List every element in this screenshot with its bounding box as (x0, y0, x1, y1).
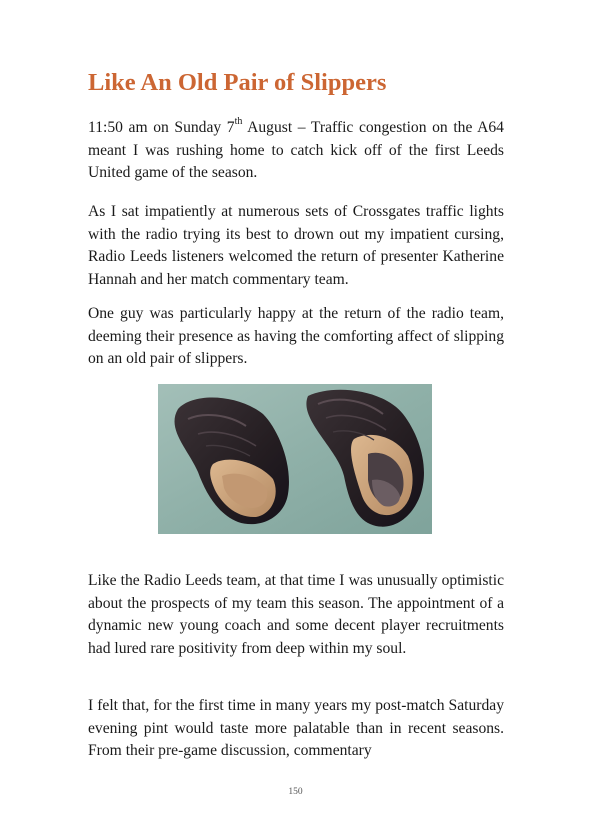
paragraph-1-text-start: 11:50 am on Sunday 7 (88, 119, 235, 136)
paragraph-5: I felt that, for the first time in many years my post-match Saturday evening pint would taste more palatable than in recent seasons. From their pre-game discussion, commentary (88, 697, 504, 759)
paragraph-4: Like the Radio Leeds team, at that time I was unusually optimistic about the prospects of my team this season. The appointment of a dynamic new young coach and some decent player recruitments had lured rare positivity from deep within my soul. (88, 572, 504, 657)
page-number: 150 (288, 787, 303, 797)
page-title: Like An Old Pair of Slippers (88, 69, 387, 96)
paragraph-3: One guy was particularly happy at the return of the radio team, deeming their presence as having the comforting affect of slipping on an old pair of slippers. (88, 305, 504, 367)
slippers-painting (158, 384, 432, 534)
ordinal-suffix: th (234, 115, 243, 127)
paragraph-1-text-end: August – Traffic congestion on the A64 meant I was rushing home to catch kick off of the first Leeds United game of the season. (88, 119, 504, 181)
paragraph-2: As I sat impatiently at numerous sets of Crossgates traffic lights with the radio trying its best to drown out my impatient cursing, Radio Leeds listeners welcomed the return of presenter Katherine Hannah and her match commentary team. (88, 203, 504, 288)
slippers-painting-graphic (158, 384, 432, 534)
paragraph-1 (88, 117, 504, 185)
